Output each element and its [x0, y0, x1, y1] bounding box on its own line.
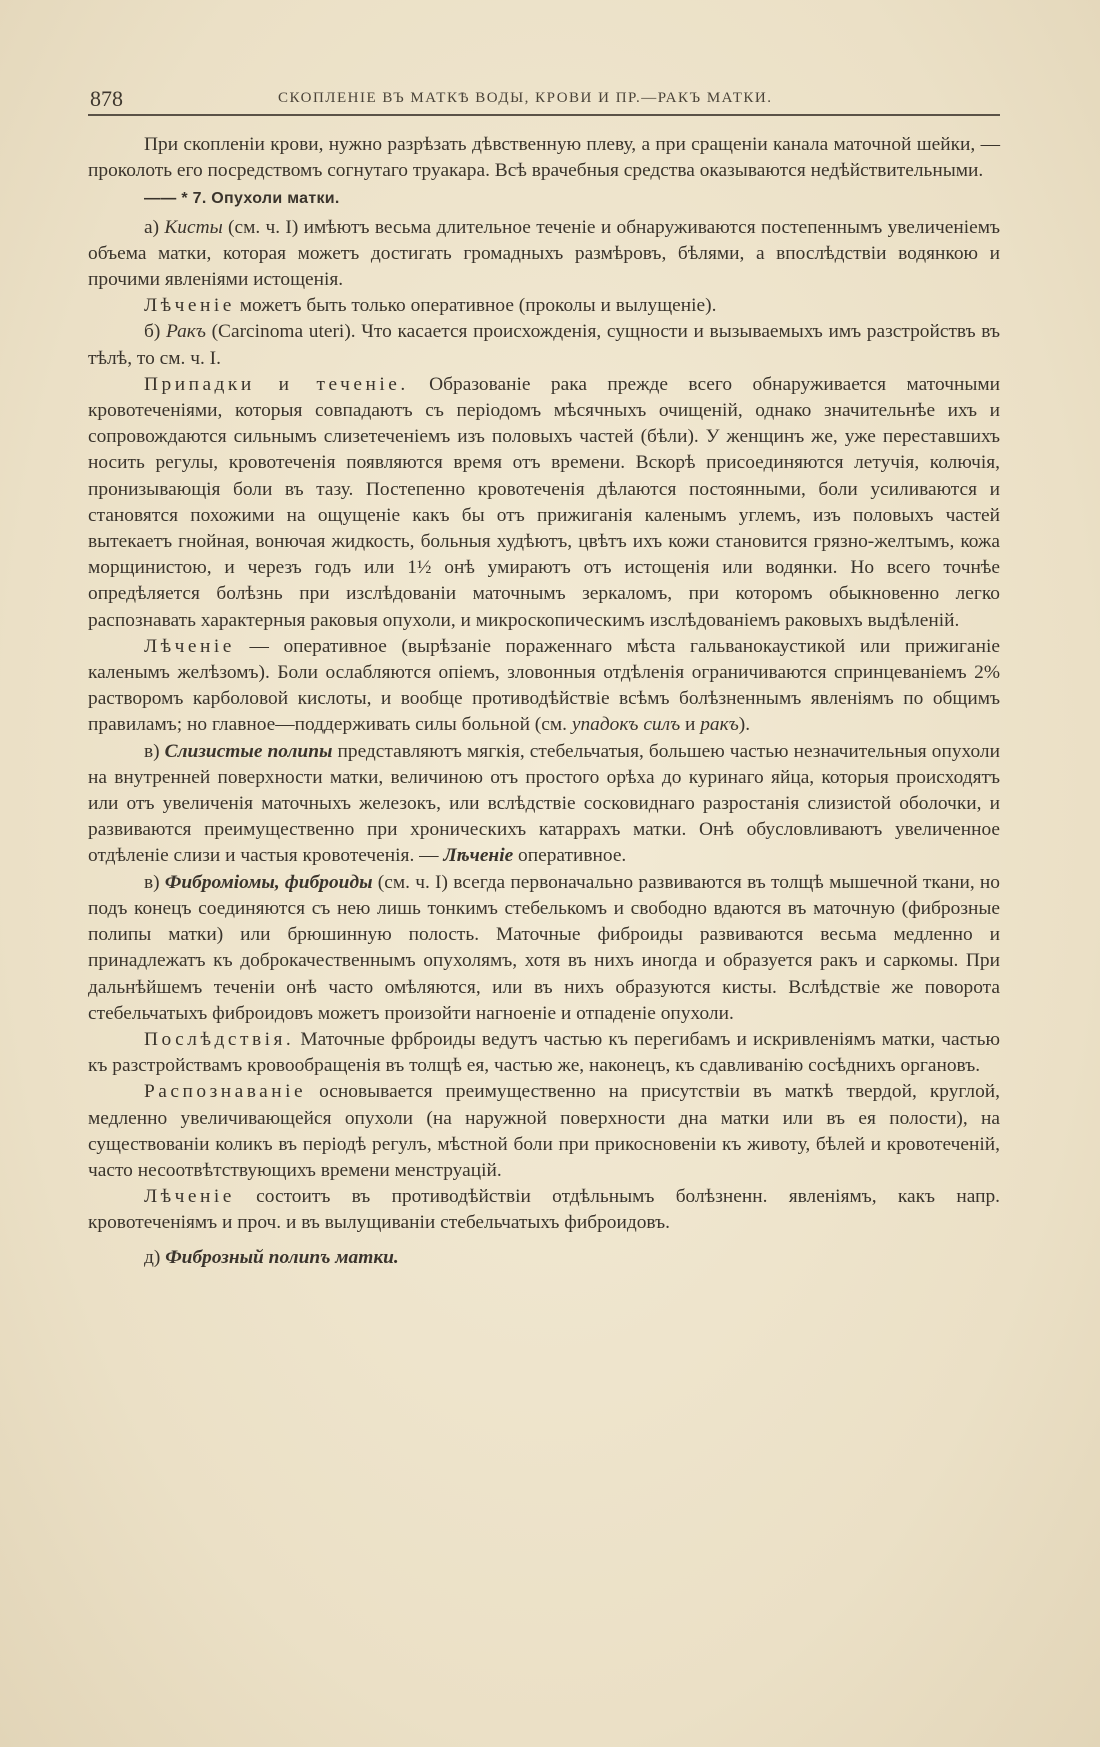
- item-label: д): [144, 1246, 161, 1268]
- heading-consequences: Послѣдствія.: [144, 1028, 295, 1050]
- page-header: [88, 86, 1000, 116]
- term-mucous-polyps: Слизистые полипы: [164, 740, 333, 762]
- term-fibrous-polyp: Фиброзный полипъ матки.: [165, 1246, 399, 1268]
- cross-ref-cancer: ракъ: [700, 714, 739, 736]
- cysts-treatment-text: можетъ быть только оперативное (проколы и вылущеніе).: [234, 295, 717, 317]
- cross-ref-exhaustion: упадокъ силъ: [571, 714, 681, 736]
- heading-diagnosis: Распознаваніе: [144, 1081, 307, 1103]
- polyps-text: представляютъ мягкія, стебельчатыя, большею частью незначительныя опухоли на внутренней поверхности матки, величиною отъ простого орѣха до куринаго яйца, которыя происходятъ или отъ увеличенія маточныхъ железокъ, или вслѣдствіе сосковиднаго разростанія слизистой оболочки, и развиваются преимущественно при хроническихъ катаррахъ матки. Онѣ обусловливаютъ увеличенное отдѣленіе слизи и частыя кровотеченія. —: [88, 740, 1000, 867]
- running-head: СКОПЛЕНІЕ ВЪ МАТКѢ ВОДЫ, КРОВИ И ПР.—РАКЪ МАТКИ.: [278, 90, 773, 106]
- fibromyomas-treatment-text: состоитъ въ противодѣйствіи отдѣльнымъ болѣзненн. явленіямъ, какъ напр. кровотеченіямъ и проч. и въ вылущиваніи стебельчатыхъ фиброидовъ.: [88, 1186, 1000, 1234]
- item-label: б): [144, 321, 161, 343]
- item-label: а): [144, 216, 160, 238]
- diagnosis-text: основывается преимущественно на присутствіи въ маткѣ твердой, круглой, медленно увеличивающейся опухоли (на наружной поверхности дна матки или въ ея полости), на существованіи коликъ въ періодѣ регулъ, мѣстной боли при прикосновеніи къ животу, бѣлей и кровотеченій, часто несоотвѣтствующихъ времени менструацій.: [88, 1081, 1000, 1181]
- paragraph-cancer-treatment: [88, 634, 1000, 739]
- paragraph-fibromyomas-consequences: [88, 1027, 1000, 1079]
- heading-treatment: Лѣченіе: [144, 635, 235, 657]
- polyps-treatment-text: оперативное.: [513, 845, 627, 867]
- paragraph-cysts-treatment: [88, 293, 1000, 319]
- section-heading-tumors: —— * 7. Опухоли матки.: [144, 190, 340, 208]
- cancer-course-text: Образованіе рака прежде всего обнаруживается маточными кровотеченіями, которыя совпадаютъ съ періодомъ мѣсячныхъ очищеній, однако значительнѣе ихъ и сопровождаются сильнымъ слизетеченіемъ изъ половыхъ частей (бѣли). У женщинъ же, уже переставшихъ носить регулы, кровотеченія появляются время отъ времени. Вскорѣ присоединяются летучія, колючія, пронизывающія боли въ тазу. Постепенно кровотеченія дѣлаются постоянными, боли усиливаются и становятся похожими на ощущеніе какъ бы отъ прижиганія каленымъ углемъ, изъ половыхъ частей вытекаетъ гнойная, вонючая жидкость, больныя худѣютъ, цвѣтъ ихъ кожи становится грязно-желтымъ, кожа морщинистою, и черезъ годъ или 1½ онѣ умираютъ отъ истощенія или водянки. Но всего точнѣе опредѣляется болѣзнь при изслѣдованіи маточнымъ зеркаломъ, при которомъ обыкновенно легко распознавать характерныя раковыя опухоли, и микроскопическимъ изслѣдованіемъ раковыхъ выдѣленій.: [88, 373, 1000, 631]
- text-end: ).: [738, 714, 751, 736]
- paragraph-blood-accumulation: При скопленіи крови, нужно разрѣзать дѣвственную плеву, а при сращеніи канала маточной шейки, — проколоть его посредствомъ согнутаго труакара. Всѣ врачебныя средства оказываются недѣйствительными.: [88, 134, 1000, 182]
- paragraph-cancer: [88, 319, 1000, 371]
- term-cancer: Ракъ: [166, 321, 206, 343]
- term-cysts: Кисты: [164, 216, 223, 238]
- cancer-text: (Carcinoma uteri). Что касается происхожденія, сущности и вызываемыхъ имъ разстройствъ въ тѣлѣ, то см. ч. I.: [88, 321, 1000, 369]
- paragraph-fibromyomas-treatment: [88, 1184, 1000, 1236]
- paragraph-fibromyomas: [88, 870, 1000, 1027]
- paragraph-cancer-course: [88, 372, 1000, 634]
- fibromyomas-text: (см. ч. I) всегда первоначально развиваются въ толщѣ мышечной ткани, но подъ конецъ соединяются съ нею лишь тонкимъ стебелькомъ и свободно вдаются въ маточную (фиброзные полипы матки) или брюшинную полость. Маточные фиброиды развиваются весьма медленно и принадлежатъ къ доброкачественнымъ опухолямъ, хотя въ нихъ иногда и образуется ракъ и саркомы. При дальнѣйшемъ теченіи онѣ часто омѣляются, или въ нихъ образуются кисты. Вслѣдствіе же поворота стебельчатыхъ фиброидовъ можетъ произойти нагноеніе и отпаденіе опухоли.: [88, 871, 1001, 1024]
- cysts-text: (см. ч. I) имѣютъ весьма длительное теченіе и обнаруживаются постепеннымъ увеличеніемъ объема матки, которая можетъ достигать громадныхъ размѣровъ, бѣлями, а впослѣдствіи водянкою и прочими явленіями истощенія.: [88, 216, 1000, 291]
- paragraph-cysts: [88, 215, 1000, 294]
- term-fibromyomas: Фиброміомы, фиброиды: [164, 871, 373, 893]
- paragraph-mucous-polyps: [88, 739, 1000, 870]
- page-number: 878: [90, 86, 123, 111]
- term-treatment: Лѣченіе: [443, 845, 514, 867]
- heading-treatment: Лѣченіе: [144, 295, 235, 317]
- heading-treatment: Лѣченіе: [144, 1186, 235, 1208]
- heading-symptoms: Припадки и теченіе.: [144, 373, 409, 395]
- cancer-treatment-text: — оперативное (вырѣзаніе пораженнаго мѣста гальванокаустикой или прижиганіе каленымъ желѣзомъ). Боли ослабляются опіемъ, зловонныя отдѣленія ограничиваются спринцеваніемъ 2% растворомъ карболовой кислоты, и вообще противодѣйствіе всѣмъ болѣзненнымъ явленіямъ по общимъ правиламъ; но главное—поддерживать силы больной (см.: [88, 635, 1000, 736]
- paragraph-fibromyomas-diagnosis: [88, 1079, 1000, 1184]
- item-label: в): [144, 740, 160, 762]
- paragraph-fibrous-polyp: [88, 1245, 1000, 1271]
- item-label: в): [144, 871, 160, 893]
- consequences-text: Маточные фрброиды ведутъ частью къ перегибамъ и искривленіямъ матки, частью къ разстройствамъ кровообращенія въ толщѣ ея, частью же, наконецъ, къ сдавливанію сосѣднихъ органовъ.: [88, 1028, 1000, 1077]
- text-connector: и: [680, 714, 701, 736]
- page-body: [88, 132, 1000, 1271]
